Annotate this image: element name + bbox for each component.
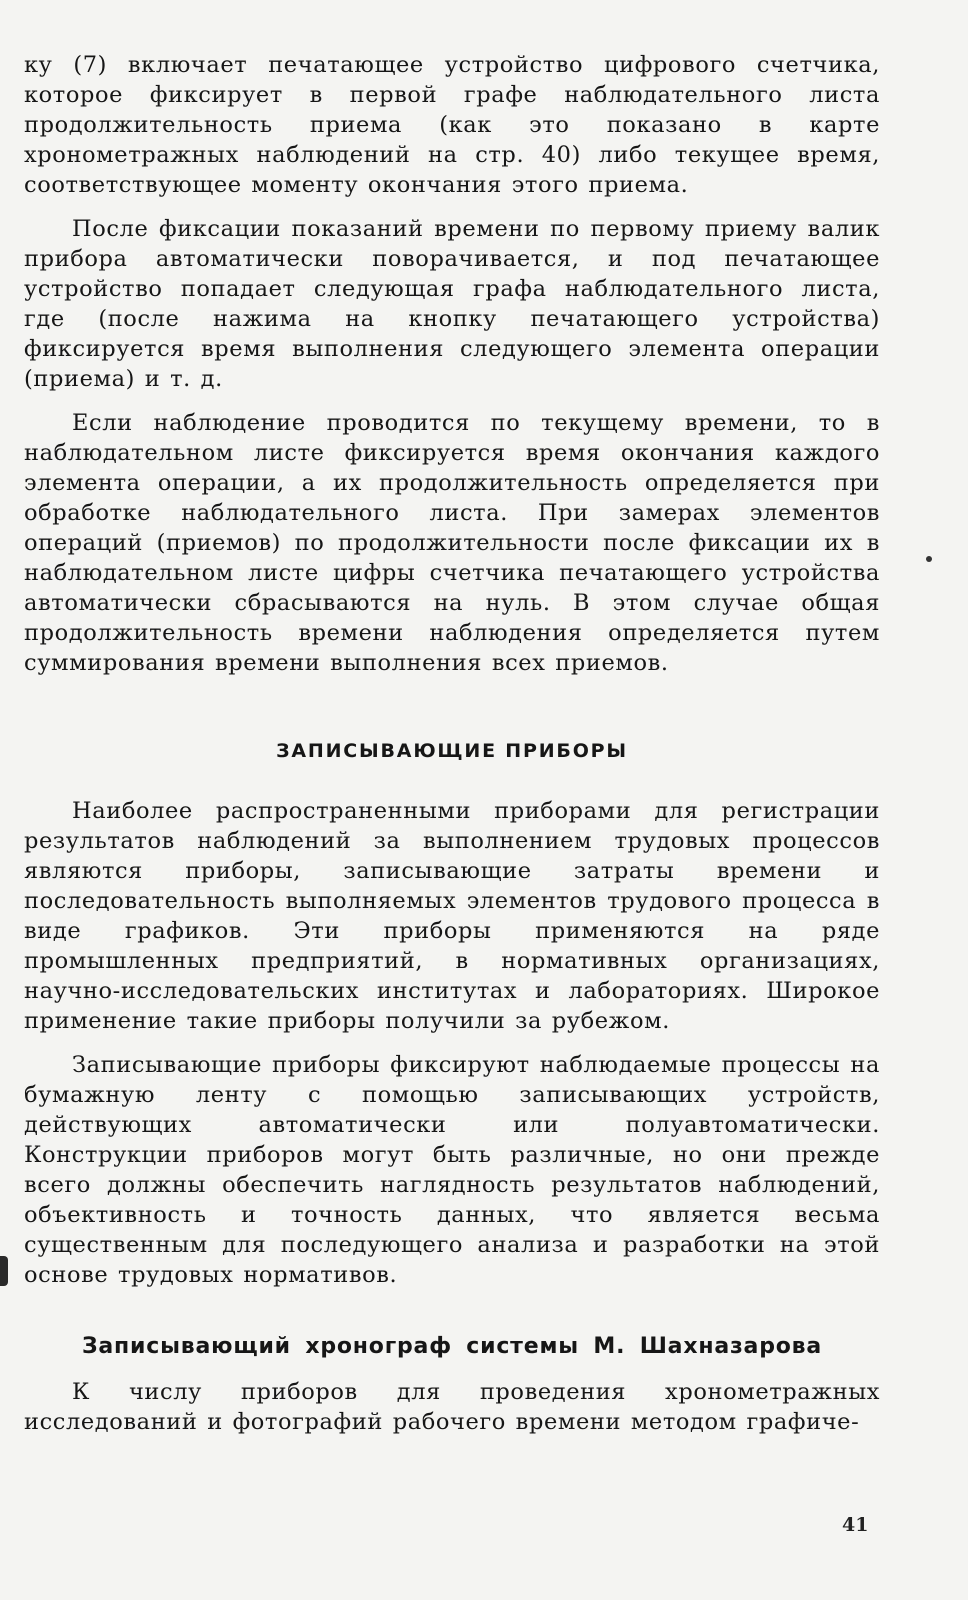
section-heading: ЗАПИСЫВАЮЩИЕ ПРИБОРЫ: [276, 740, 628, 762]
paragraph-recording-devices: Наиболее распространенными приборами для регистрации результатов наблюдений за выполнением трудовых процессов являются приборы, записывающие затраты времени и последовательность выполняемых элементов трудового процесса в виде графиков. Эти приборы применяются на ряде промышленных предприятий, в нормативных организациях, научно-исследовательских институтах и лабораториях. Широкое применение такие приборы получили за рубежом.: [24, 798, 880, 1034]
page-body: [24, 50, 880, 1451]
subsection-heading: Записывающий хронограф системы М. Шахназарова: [81, 1334, 823, 1359]
page-number: 41: [842, 1514, 869, 1536]
paragraph-fixation: После фиксации показаний времени по первому приему валик прибора автоматически поворачивается, и под печатающее устройство попадает следующая графа наблюдательного листа, где (после нажима на кнопку печатающего устройства) фиксируется время выполнения следующего элемента операции (приема) и т. д.: [24, 216, 880, 392]
paragraph-chronograph: К числу приборов для проведения хронометражных исследований и фотографий рабочего времени методом графиче-: [24, 1379, 880, 1435]
paragraph-recording-tape: Записывающие приборы фиксируют наблюдаемые процессы на бумажную ленту с помощью записывающих устройств, действующих автоматически или полуавтоматически. Конструкции приборов могут быть различные, но они прежде всего должны обеспечить наглядность результатов наблюдений, объективность и точность данных, что является весьма существенным для последующего анализа и разработки на этой основе трудовых нормативов.: [24, 1052, 880, 1288]
paragraph-continuation: ку (7) включает печатающее устройство цифрового счетчика, которое фиксирует в первой графе наблюдательного листа продолжительность приема (как это показано в карте хронометражных наблюдений на стр. 40) либо текущее время, соответствующее моменту окончания этого приема.: [24, 52, 880, 198]
paragraph-current-time: Если наблюдение проводится по текущему времени, то в наблюдательном листе фиксируется время окончания каждого элемента операции, а их продолжительность определяется при обработке наблюдательного листа. При замерах элементов операций (приемов) по продолжительности после фиксации их в наблюдательном листе цифры счетчика печатающего устройства автоматически сбрасываются на нуль. В этом случае общая продолжительность времени наблюдения определяется путем суммирования времени выполнения всех приемов.: [24, 410, 880, 676]
margin-dot-mark: [926, 556, 932, 562]
margin-ink-mark: [0, 1256, 8, 1286]
